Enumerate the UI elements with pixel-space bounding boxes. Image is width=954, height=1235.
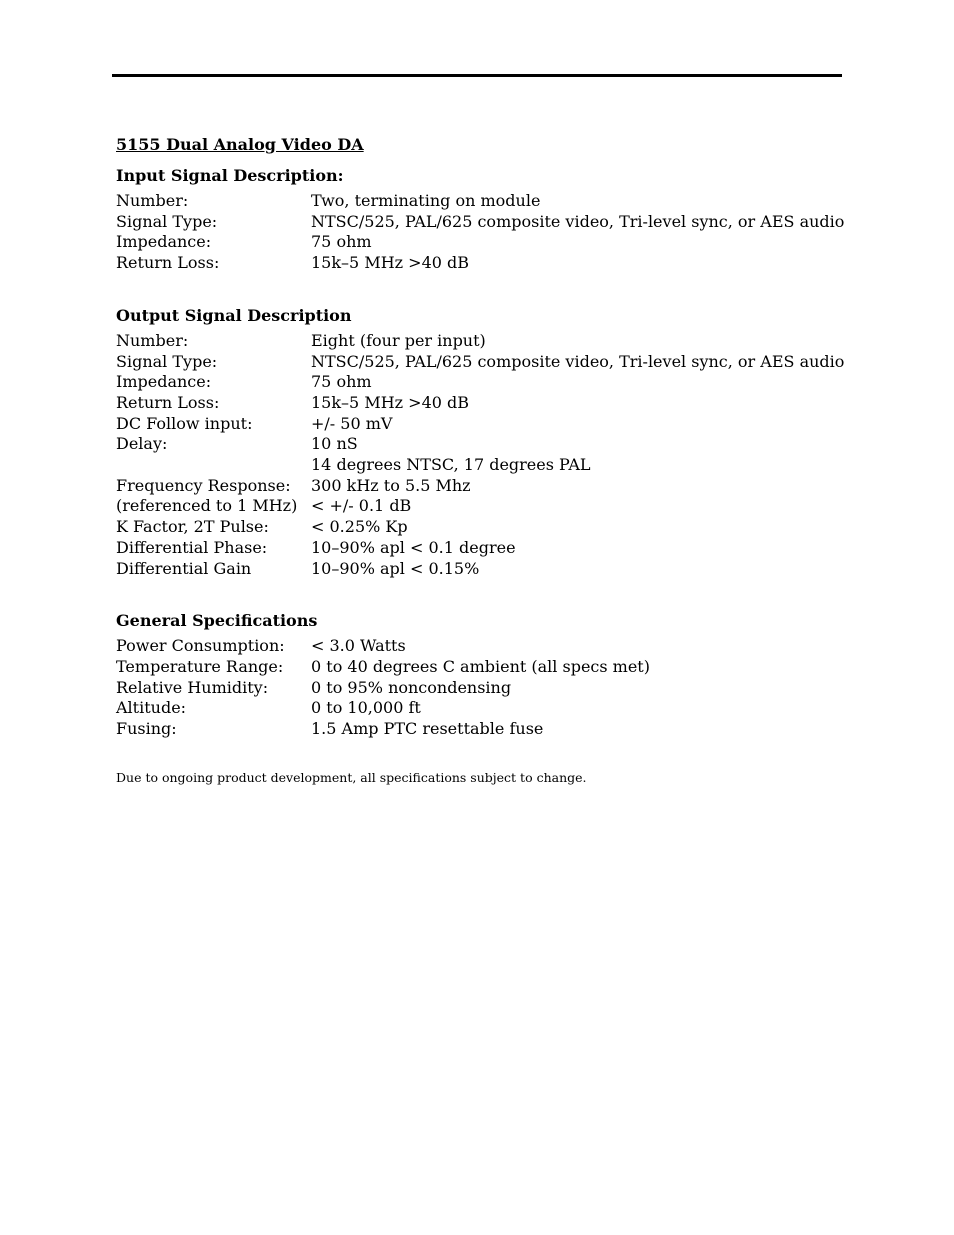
spec-row (116, 636, 856, 657)
spec-value: 15k–5 MHz >40 dB (311, 253, 470, 273)
disclaimer-note: Due to ongoing product development, all specifications subject to change. (116, 769, 587, 785)
spec-label: DC Follow input: (116, 413, 253, 433)
spec-label: Impedance: (116, 372, 212, 392)
section-input-signal-description (116, 165, 856, 274)
spec-row (116, 393, 856, 414)
spec-value: +/- 50 mV (311, 413, 393, 433)
document-title: 5155 Dual Analog Video DA (116, 135, 364, 154)
spec-label (116, 455, 311, 476)
spec-row (116, 496, 856, 517)
spec-label: Fusing: (116, 719, 177, 739)
spec-value: 10–90% apl < 0.15% (311, 558, 480, 578)
spec-row (116, 232, 856, 253)
spec-label: Number: (116, 330, 189, 350)
spec-label: Signal Type: (116, 211, 218, 231)
spec-value: Eight (four per input) (311, 330, 486, 350)
spec-label: Altitude: (116, 698, 187, 718)
spec-label: Differential Phase: (116, 537, 268, 557)
header-rule (112, 74, 842, 77)
spec-label: Frequency Response: (116, 475, 291, 495)
spec-value: < 0.25% Kp (311, 517, 408, 537)
spec-label: Number: (116, 191, 189, 210)
spec-value: 300 kHz to 5.5 Mhz (311, 475, 471, 495)
spec-value: < 3.0 Watts (311, 636, 406, 656)
spec-row (116, 372, 856, 393)
spec-label: K Factor, 2T Pulse: (116, 517, 269, 537)
section-title: Input Signal Description: (116, 166, 344, 185)
spec-value: < +/- 0.1 dB (311, 496, 412, 516)
spec-value: 0 to 95% noncondensing (311, 677, 512, 697)
spec-row (116, 434, 856, 455)
spec-row (116, 538, 856, 559)
spec-value: Two, terminating on module (311, 191, 541, 210)
spec-row (116, 414, 856, 435)
spec-value: 1.5 Amp PTC resettable fuse (311, 719, 544, 739)
spec-value: NTSC/525, PAL/625 composite video, Tri-level sync, or AES audio (311, 351, 845, 371)
spec-row (116, 352, 856, 373)
spec-label: Differential Gain (116, 558, 252, 578)
spec-value: 75 ohm (311, 232, 372, 252)
spec-label: Delay: (116, 434, 168, 454)
spec-row (116, 455, 856, 476)
spec-label: Relative Humidity: (116, 677, 269, 697)
section-title: General Specifications (116, 611, 318, 631)
spec-value: 10 nS (311, 434, 358, 454)
spec-value: NTSC/525, PAL/625 composite video, Tri-level sync, or AES audio (311, 211, 845, 231)
spec-row (116, 698, 856, 719)
spec-label: Impedance: (116, 232, 212, 252)
section-title: Output Signal Description (116, 305, 352, 325)
spec-row (116, 657, 856, 678)
spec-label: (referenced to 1 MHz) (116, 496, 298, 516)
spec-value: 0 to 10,000 ft (311, 698, 421, 718)
spec-row (116, 212, 856, 233)
spec-label: Signal Type: (116, 351, 218, 371)
spec-row (116, 678, 856, 699)
spec-row (116, 559, 856, 580)
spec-row (116, 253, 856, 274)
spec-value: 75 ohm (311, 372, 372, 392)
spec-label: Return Loss: (116, 392, 220, 412)
spec-value: 15k–5 MHz >40 dB (311, 392, 470, 412)
spec-sheet (116, 134, 856, 786)
spec-row (116, 191, 856, 212)
spec-value: 14 degrees NTSC, 17 degrees PAL (311, 455, 591, 475)
spec-label: Temperature Range: (116, 656, 284, 676)
spec-value: 0 to 40 degrees C ambient (all specs met) (311, 656, 650, 676)
spec-row (116, 517, 856, 538)
section-output-signal-description (116, 305, 856, 579)
spec-label: Power Consumption: (116, 636, 285, 656)
spec-label: Return Loss: (116, 253, 220, 273)
spec-row (116, 719, 856, 740)
spec-row (116, 476, 856, 497)
spec-sections (116, 165, 856, 740)
section-general-specifications (116, 610, 856, 740)
spec-value: 10–90% apl < 0.1 degree (311, 537, 516, 557)
spec-row (116, 331, 856, 352)
